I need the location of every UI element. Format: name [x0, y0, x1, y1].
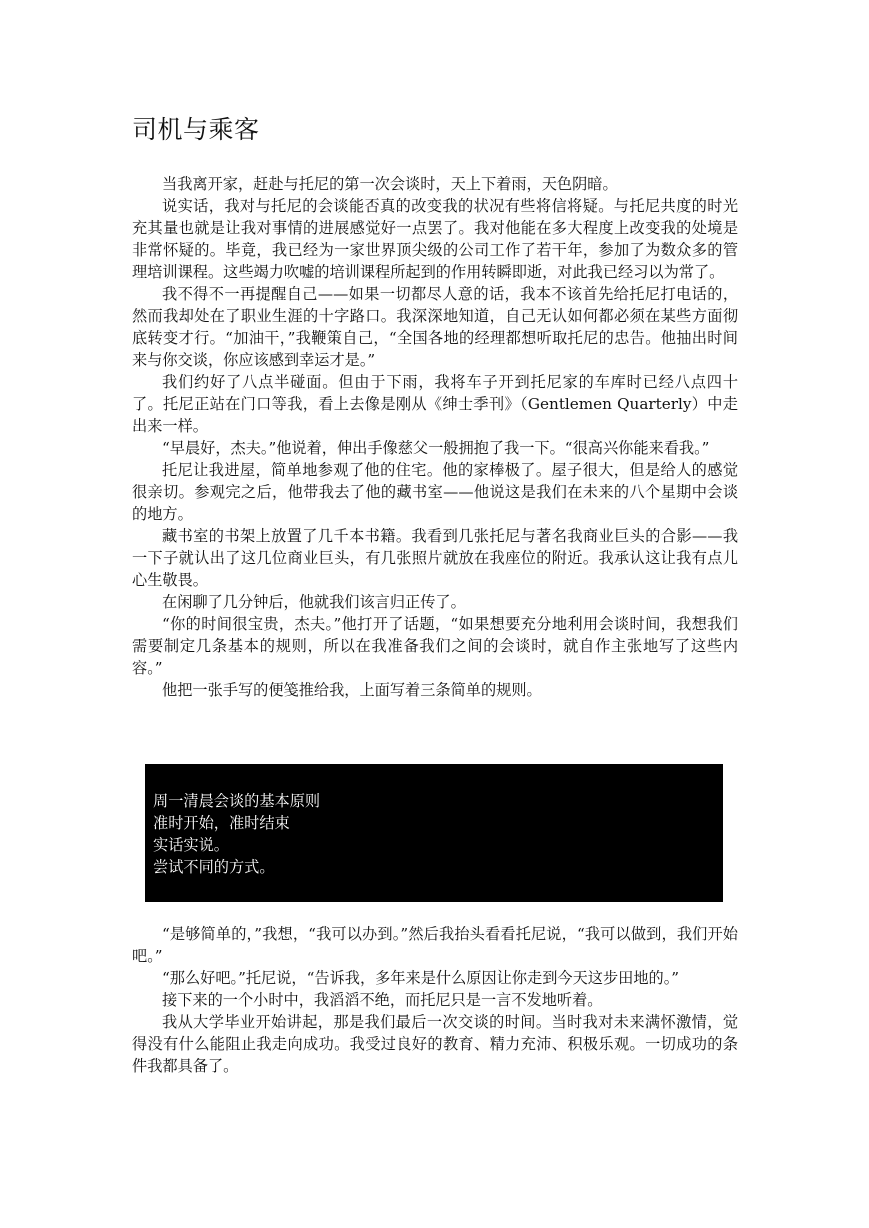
paragraph: 我从大学毕业开始讲起，那是我们最后一次交谈的时间。当时我对未来满怀激情，觉得没有什么能阻止我走向成功。我受过良好的教育、精力充沛、积极乐观。一切成功的条件我都具备了。	[132, 1013, 738, 1075]
paragraph: 他把一张手写的便笺推给我，上面写着三条简单的规则。	[162, 681, 542, 699]
paragraph: “是够简单的，”我想，“我可以办到。”然后我抬头看看托尼说，“我可以做到，我们开始吧。”	[132, 925, 738, 965]
paragraph: 当我离开家，赶赴与托尼的第一次会谈时，天上下着雨，天色阴暗。	[162, 175, 618, 193]
paragraph: 接下来的一个小时中，我滔滔不绝，而托尼只是一言不发地听着。	[162, 991, 603, 1009]
paragraph: 说实话，我对与托尼的会谈能否真的改变我的状况有些将信将疑。与托尼共度的时光充其量也就是让我对事情的进展感觉好一点罢了。我对他能在多大程度上改变我的处境是非常怀疑的。毕竟，我已经为一家世界顶尖级的公司工作了若干年，参加了为数众多的管理培训课程。这些竭力吹嘘的培训课程所起到的作用转瞬即逝，对此我已经习以为常了。	[132, 197, 738, 281]
rule-item: 尝试不同的方式。	[153, 858, 275, 876]
paragraph: 藏书室的书架上放置了几千本书籍。我看到几张托尼与著名我商业巨头的合影——我一下子就认出了这几位商业巨头，有几张照片就放在我座位的附近。我承认这让我有点儿心生敬畏。	[132, 527, 738, 589]
body-text-after	[132, 923, 738, 1077]
paragraph: 我们约好了八点半碰面。但由于下雨，我将车子开到托尼家的车库时已经八点四十了。托尼正站在门口等我，看上去像是刚从《绅士季刊》（Gentlemen Quarterly）中走出来一样。	[132, 373, 738, 435]
rules-heading: 周一清晨会谈的基本原则	[153, 792, 321, 810]
page-title: 司机与乘客	[132, 115, 260, 144]
rule-item: 准时开始，准时结束	[153, 814, 290, 832]
body-text-before	[132, 173, 738, 701]
paragraph: “你的时间很宝贵，杰夫。”他打开了话题，“如果想要充分地利用会谈时间，我想我们需要制定几条基本的规则，所以在我准备我们之间的会谈时，就自作主张地写了这些内容。”	[132, 615, 738, 677]
paragraph: 我不得不一再提醒自己——如果一切都尽人意的话，我本不该首先给托尼打电话的，然而我却处在了职业生涯的十字路口。我深深地知道，自己无认如何都必须在某些方面彻底转变才行。“加油干，”我鞭策自己，“全国各地的经理都想听取托尼的忠告。他抽出时间来与你交谈，你应该感到幸运才是。”	[132, 285, 738, 369]
rules-note-box	[145, 764, 723, 902]
paragraph: 在闲聊了几分钟后，他就我们该言归正传了。	[162, 593, 466, 611]
paragraph: 托尼让我进屋，简单地参观了他的住宅。他的家棒极了。屋子很大，但是给人的感觉很亲切。参观完之后，他带我去了他的藏书室——他说这是我们在未来的八个星期中会谈的地方。	[132, 461, 738, 523]
paragraph: “那么好吧。”托尼说，“告诉我，多年来是什么原因让你走到今天这步田地的。”	[162, 969, 680, 987]
paragraph: “早晨好，杰夫。”他说着，伸出手像慈父一般拥抱了我一下。“很高兴你能来看我。”	[162, 439, 710, 457]
rule-item: 实话实说。	[153, 836, 229, 854]
